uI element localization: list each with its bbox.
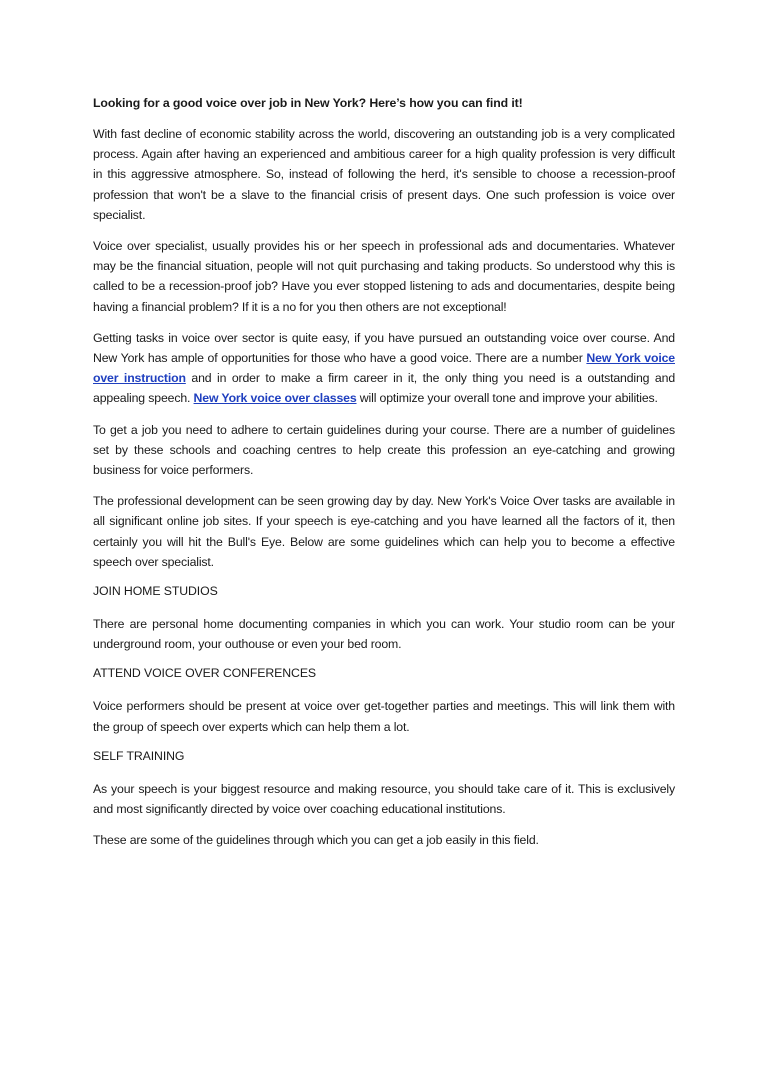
section-heading-conferences: ATTEND VOICE OVER CONFERENCES	[93, 666, 317, 681]
paragraph-professional-development: The professional development can be seen growing day by day. New York's Voice Over tasks are available in all significant online job sites. If your speech is eye-catching and you have learned all the factors of it, then certainly you will hit the Bull's Eye. Below are some guidelines which can help you to become a effective speech over specialist.	[93, 494, 675, 569]
paragraph-closing: These are some of the guidelines through which you can get a job easily in this field.	[93, 833, 539, 848]
paragraph-voice-over-specialist: Voice over specialist, usually provides his or her speech in professional ads and documentaries. Whatever may be the financial situation, people will not quit purchasing and taking products. So understood why this is called to be a recession-proof job? Have you ever stopped listening to ads and documentaries, despite being having a financial problem? If it is a no for you then others are not exceptional!	[93, 239, 675, 314]
paragraph-home-studios: There are personal home documenting companies in which you can work. Your studio room can be your underground room, your outhouse or even your bed room.	[93, 617, 675, 652]
new-york-voice-over-instruction-link[interactable]: New York voice over instruction	[93, 351, 675, 386]
paragraph-self-training: As your speech is your biggest resource and making resource, you should take care of it. This is exclusively and most significantly directed by voice over coaching educational institutions.	[93, 781, 675, 817]
document-page	[93, 95, 675, 861]
paragraph-getting-tasks	[93, 328, 675, 409]
paragraph-intro: With fast decline of economic stability across the world, discovering an outstanding job is a very complicated process. Again after having an experienced and ambitious career for a high quality profession is very difficult in this aggressive atmosphere. So, instead of following the herd, it's sensible to choose a recession-proof profession that won't be a slave to the financial crisis of present days. One such profession is voice over specialist.	[93, 127, 675, 222]
paragraph-text: and in order to make a firm career in it, the only thing you need is a outstanding and appealing speech.	[93, 371, 676, 406]
new-york-voice-over-classes-link[interactable]: New York voice over classes	[193, 391, 357, 406]
page-title: Looking for a good voice over job in New York? Here’s how you can find it!	[93, 96, 523, 110]
section-heading-home-studios: JOIN HOME STUDIOS	[93, 584, 218, 599]
paragraph-text: Getting tasks in voice over sector is quite easy, if you have pursued an outstanding voice over course. And New York has ample of opportunities for those who have a good voice. There are a number	[93, 330, 675, 366]
paragraph-conferences: Voice performers should be present at voice over get-together parties and meetings. This will link them with the group of speech over experts which can help them a lot.	[93, 699, 675, 734]
paragraph-guidelines: To get a job you need to adhere to certain guidelines during your course. There are a number of guidelines set by these schools and coaching centres to help create this profession an eye-catching and growing business for voice performers.	[93, 422, 675, 478]
section-heading-self-training: SELF TRAINING	[93, 748, 185, 763]
paragraph-text: will optimize your overall tone and improve your abilities.	[356, 391, 658, 406]
